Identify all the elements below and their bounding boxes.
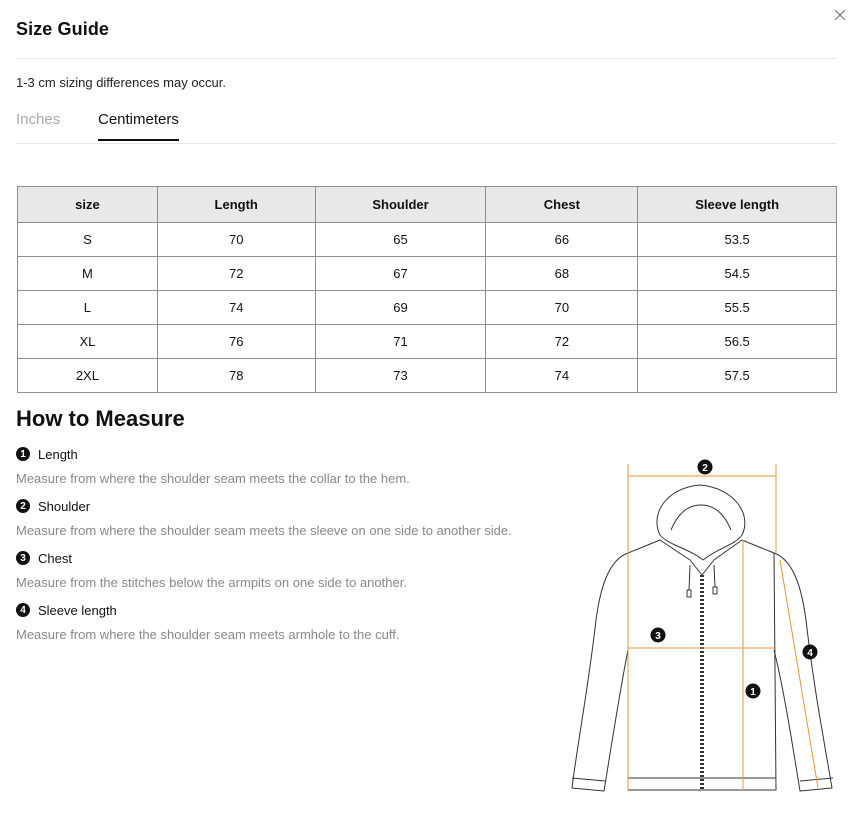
table-row — [18, 223, 837, 257]
number-badge-icon: 1 — [16, 447, 30, 461]
column-header: Sleeve length — [638, 187, 837, 223]
table-cell: 56.5 — [638, 325, 837, 359]
table-row — [18, 257, 837, 291]
table-row — [18, 291, 837, 325]
marker-3 — [651, 628, 666, 643]
table-cell: 70 — [486, 291, 638, 325]
dialog-title: Size Guide — [16, 19, 110, 39]
measurement-lines — [628, 464, 818, 790]
marker-4 — [803, 645, 818, 660]
sizing-note: 1-3 cm sizing differences may occur. — [16, 75, 227, 90]
table-header-row — [18, 187, 837, 223]
table-cell: 76 — [157, 325, 315, 359]
table-cell: 73 — [315, 359, 486, 393]
hoodie-outline — [572, 485, 833, 791]
table-cell: XL — [18, 325, 158, 359]
tab-inches[interactable]: Inches — [16, 111, 61, 128]
step-description: Measure from where the shoulder seam meets the collar to the hem. — [16, 471, 410, 486]
table-row — [18, 325, 837, 359]
column-header: size — [18, 187, 158, 223]
table-cell: 70 — [157, 223, 315, 257]
step-sleeve-length — [16, 600, 556, 652]
table-cell: 68 — [486, 257, 638, 291]
number-badge-icon: 3 — [16, 551, 30, 565]
table-cell: S — [18, 223, 158, 257]
table-cell: 53.5 — [638, 223, 837, 257]
dialog-header — [16, 18, 837, 59]
step-description: Measure from where the shoulder seam meets the sleeve on one side to another side. — [16, 523, 512, 538]
table-row — [18, 359, 837, 393]
table-cell: 69 — [315, 291, 486, 325]
table-cell: 74 — [157, 291, 315, 325]
column-header: Shoulder — [315, 187, 486, 223]
table-cell: 67 — [315, 257, 486, 291]
marker-1 — [746, 684, 761, 699]
table-cell: 72 — [486, 325, 638, 359]
step-label: Shoulder — [38, 498, 91, 514]
table-cell: M — [18, 257, 158, 291]
number-badge-icon: 4 — [16, 603, 30, 617]
step-length — [16, 444, 556, 496]
marker-2 — [698, 460, 713, 475]
svg-text:3: 3 — [655, 631, 661, 642]
unit-tabs — [16, 102, 837, 144]
table-cell: 54.5 — [638, 257, 837, 291]
table-cell: 55.5 — [638, 291, 837, 325]
step-shoulder — [16, 496, 556, 548]
table-cell: 2XL — [18, 359, 158, 393]
column-header: Length — [157, 187, 315, 223]
svg-text:4: 4 — [807, 648, 813, 659]
step-chest — [16, 548, 556, 600]
step-description: Measure from where the shoulder seam meets armhole to the cuff. — [16, 627, 400, 642]
column-header: Chest — [486, 187, 638, 223]
table-cell: 78 — [157, 359, 315, 393]
table-cell: 65 — [315, 223, 486, 257]
step-label: Length — [38, 446, 78, 462]
hoodie-measure-diagram — [560, 452, 845, 802]
tab-centimeters[interactable]: Centimeters — [98, 111, 179, 141]
step-description: Measure from the stitches below the armpits on one side to another. — [16, 575, 407, 590]
table-cell: 71 — [315, 325, 486, 359]
step-label: Sleeve length — [38, 602, 117, 618]
close-icon[interactable] — [831, 6, 849, 24]
table-cell: 57.5 — [638, 359, 837, 393]
how-to-measure-title: How to Measure — [16, 406, 185, 431]
table-cell: L — [18, 291, 158, 325]
step-label: Chest — [38, 550, 72, 566]
svg-text:1: 1 — [750, 687, 756, 698]
table-cell: 66 — [486, 223, 638, 257]
measure-steps — [16, 444, 556, 652]
table-cell: 72 — [157, 257, 315, 291]
svg-text:2: 2 — [702, 463, 708, 474]
table-cell: 74 — [486, 359, 638, 393]
number-badge-icon: 2 — [16, 499, 30, 513]
size-table — [17, 186, 837, 393]
